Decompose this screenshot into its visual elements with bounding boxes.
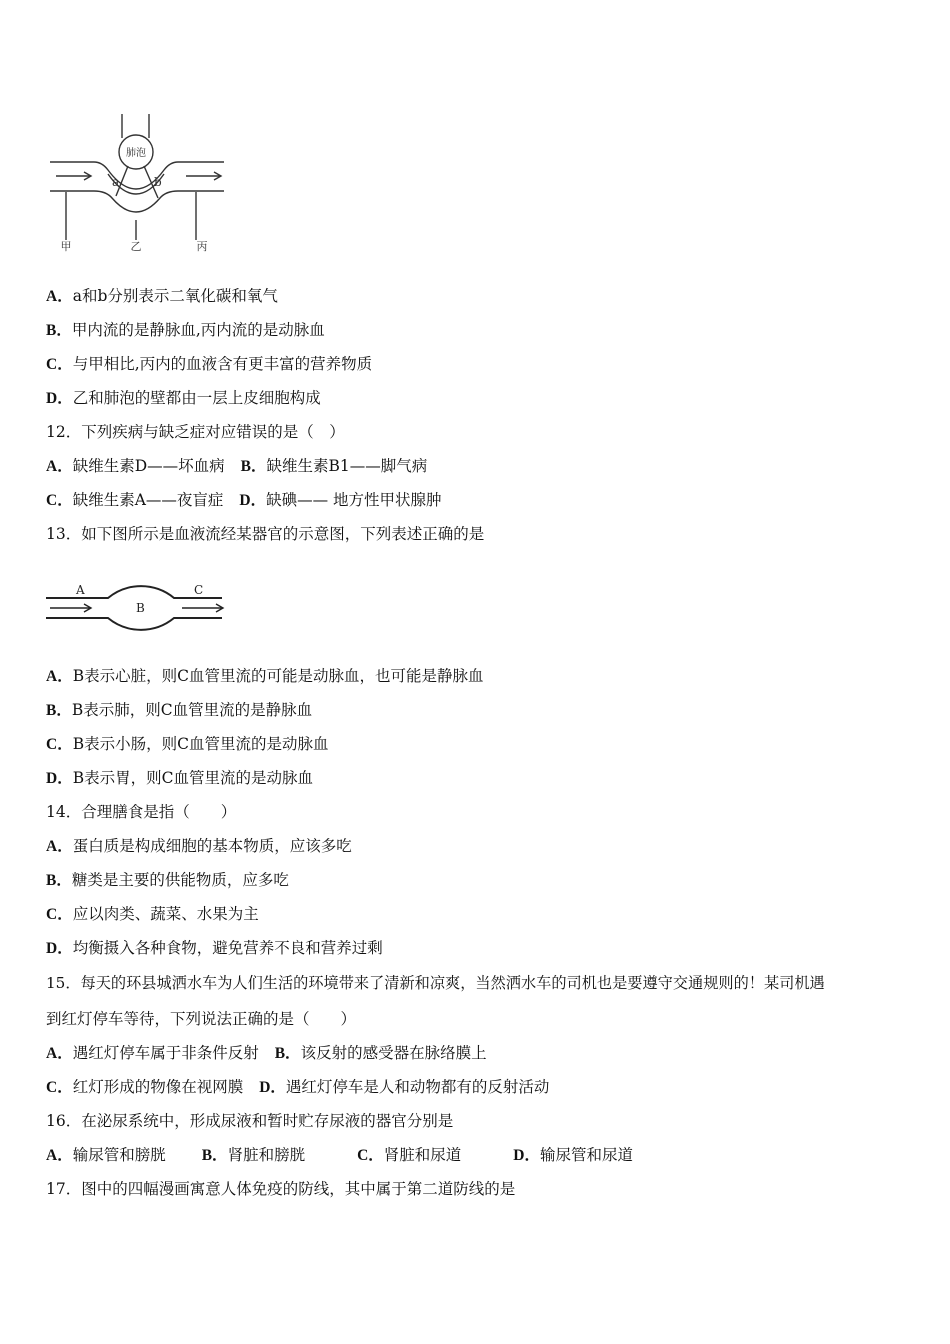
q13-option-d[interactable]: D．B表示胃，则C血管里流的是动脉血 (46, 769, 313, 787)
label-jia: 甲 (60, 240, 72, 253)
q15-options-row2 (46, 1077, 549, 1098)
q12-stem: 12．下列疾病与缺乏症对应错误的是（ ） (46, 423, 345, 441)
q14-option-c[interactable]: C．应以肉类、蔬菜、水果为主 (46, 905, 259, 923)
q16-option-b[interactable]: B．肾脏和膀胱 (201, 1146, 306, 1164)
q15-options-row1 (46, 1043, 487, 1064)
q16-stem: 16．在泌尿系统中，形成尿液和暂时贮存尿液的器官分别是 (46, 1112, 454, 1130)
q15-option-a[interactable]: A．遇红灯停车属于非条件反射 (46, 1044, 259, 1062)
q16-option-a[interactable]: A．输尿管和膀胱 (46, 1146, 166, 1164)
alveolus-label: 肺泡 (126, 148, 146, 159)
q15-option-d[interactable]: D．遇红灯停车是人和动物都有的反射活动 (259, 1078, 550, 1096)
label-yi: 乙 (130, 240, 142, 253)
q13-option-a[interactable]: A．B表示心脏，则C血管里流的可能是动脉血，也可能是静脉血 (46, 667, 484, 685)
figure-label-c: C (194, 583, 204, 597)
label-bing: 丙 (196, 240, 208, 253)
q14-option-a[interactable]: A．蛋白质是构成细胞的基本物质，应该多吃 (46, 837, 352, 855)
q15-option-b[interactable]: B．该反射的感受器在脉络膜上 (274, 1044, 487, 1062)
figure-label-b: B (136, 601, 145, 615)
q12-options-row2 (46, 490, 442, 511)
q12-option-b[interactable]: B．缺维生素B1——脚气病 (240, 457, 428, 475)
label-b: b (154, 175, 162, 189)
q14-option-b[interactable]: B．糖类是主要的供能物质，应多吃 (46, 871, 289, 889)
q11-option-a[interactable]: A．a和b分别表示二氧化碳和氧气 (46, 287, 278, 305)
q17-stem: 17．图中的四幅漫画寓意人体免疫的防线，其中属于第二道防线的是 (46, 1180, 516, 1198)
blood-flow-organ-figure (46, 560, 246, 650)
q16-options-row (46, 1145, 633, 1166)
alveolus-capillary-figure (46, 108, 246, 258)
q12-option-a[interactable]: A．缺维生素D——坏血病 (46, 457, 225, 475)
q13-option-c[interactable]: C．B表示小肠，则C血管里流的是动脉血 (46, 735, 329, 753)
q13-option-b[interactable]: B．B表示肺，则C血管里流的是静脉血 (46, 701, 313, 719)
q16-option-d[interactable]: D．输尿管和尿道 (513, 1146, 634, 1164)
q12-options-row1 (46, 456, 427, 477)
label-a: a (112, 175, 120, 189)
q15-option-c[interactable]: C．红灯形成的物像在视网膜 (46, 1078, 244, 1096)
q14-stem: 14．合理膳食是指（ ） (46, 803, 237, 821)
q11-option-c[interactable]: C．与甲相比,丙内的血液含有更丰富的营养物质 (46, 355, 373, 373)
q12-option-c[interactable]: C．缺维生素A——夜盲症 (46, 491, 224, 509)
q16-option-c[interactable]: C．肾脏和尿道 (357, 1146, 462, 1164)
q15-stem-line2: 到红灯停车等待，下列说法正确的是（ ） (46, 1010, 357, 1028)
q14-option-d[interactable]: D．均衡摄入各种食物，避免营养不良和营养过剩 (46, 939, 383, 957)
q11-option-b[interactable]: B．甲内流的是静脉血,丙内流的是动脉血 (46, 321, 325, 339)
q12-option-d[interactable]: D．缺碘—— 地方性甲状腺肿 (239, 491, 442, 509)
q13-stem: 13．如下图所示是血液流经某器官的示意图，下列表述正确的是 (46, 525, 485, 543)
q15-stem-line1: 15．每天的环县城洒水车为人们生活的环境带来了清新和凉爽，当然洒水车的司机也是要遵守交通规则的！某司机遇 (46, 974, 825, 992)
q11-option-d[interactable]: D．乙和肺泡的壁都由一层上皮细胞构成 (46, 389, 321, 407)
figure-label-a: A (76, 583, 85, 597)
